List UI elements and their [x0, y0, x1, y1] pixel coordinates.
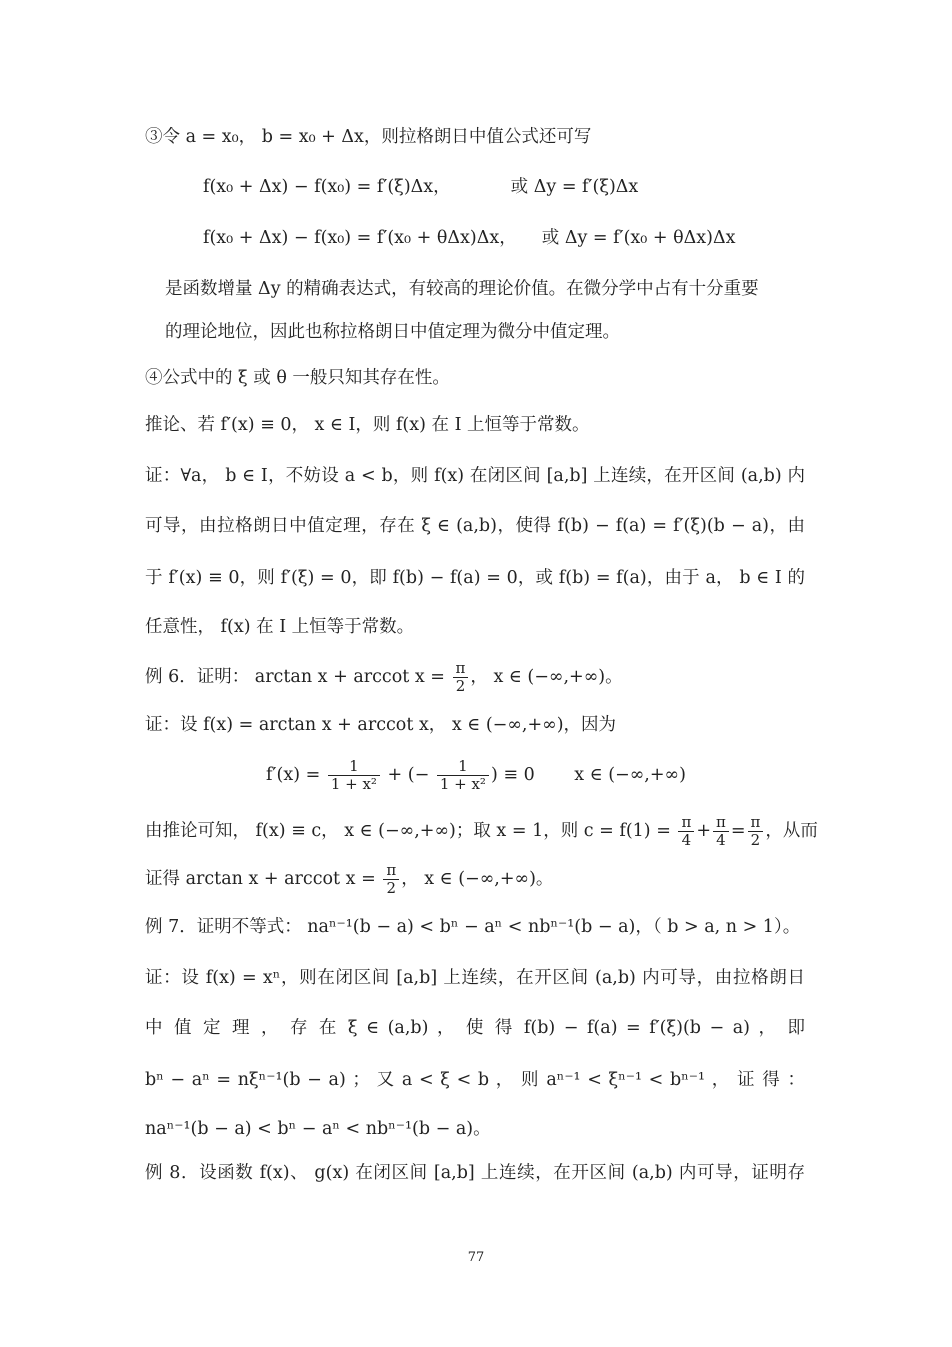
- example-6-line: 例 6．证明： arctan x + arccot x = $\frac{\pi}{2}$ ， x ∈ (−∞,+∞)。: [145, 659, 623, 695]
- derivative-formula: f′(x) = $\frac{1}{\text{1 + x²}}$ + (− $\frac{1}{\text{1 + x²}}$ ) ≡ 0 x ∈ (−∞,+∞): [266, 757, 686, 793]
- text-line-1: ③令 a = x₀， b = x₀ + Δx，则拉格朗日中值公式还可写: [145, 127, 592, 147]
- text-line-6: ④公式中的 ξ 或 θ 一般只知其存在性。: [145, 368, 450, 388]
- text-line-5: 的理论地位，因此也称拉格朗日中值定理为微分中值定理。: [165, 322, 620, 342]
- formula-line-2: f(x₀ + Δx) − f(x₀) = f′(ξ)Δx， 或 Δy = f′(ξ)Δx: [203, 177, 639, 197]
- proof-line-4: 任意性， f(x) 在 I 上恒等于常数。: [145, 617, 415, 637]
- fraction-pi-over-2-b: $\frac{\pi}{2}$: [748, 814, 764, 849]
- formula-line-3: f(x₀ + Δx) − f(x₀) = f′(x₀ + θΔx)Δx， 或 Δy = f′(x₀ + θΔx)Δx: [203, 228, 736, 248]
- example-7-proof-line-1: 证：设 f(x) = xⁿ，则在闭区间 [a,b] 上连续，在开区间 (a,b) 内可导，由拉格朗日: [145, 968, 805, 988]
- example-7-proof-line-2: 中 值 定 理 ， 存 在 ξ ∈ (a,b) ， 使 得 f(b) − f(a) = f′(ξ)(b − a) ， 即: [145, 1018, 805, 1038]
- example-7-proof-line-3: bⁿ − aⁿ = nξⁿ⁻¹(b − a) ； 又 a < ξ < b ， 则 aⁿ⁻¹ < ξⁿ⁻¹ < bⁿ⁻¹ ， 证 得 ：: [145, 1070, 805, 1090]
- proof-line-1: 证：∀a， b ∈ I，不妨设 a < b，则 f(x) 在闭区间 [a,b] 上连续，在开区间 (a,b) 内: [145, 466, 805, 486]
- fraction-pi-over-2-c: $\frac{\pi}{2}$: [383, 862, 399, 897]
- example-7-proof-line-4: naⁿ⁻¹(b − a) < bⁿ − aⁿ < nbⁿ⁻¹(b − a)。: [145, 1119, 491, 1139]
- proof-line-2: 可导，由拉格朗日中值定理，存在 ξ ∈ (a,b)，使得 f(b) − f(a) = f′(ξ)(b − a)，由: [145, 516, 805, 536]
- example-6-proof-line: 证：设 f(x) = arctan x + arccot x， x ∈ (−∞,+∞)，因为: [145, 715, 617, 735]
- text-line-4: 是函数增量 Δy 的精确表达式，有较高的理论价值。在微分学中占有十分重要: [165, 279, 759, 299]
- fraction-one-over-1-plus-x2: $\frac{1}{\text{1 + x²}}$: [328, 758, 380, 793]
- example-6-result-line: 证得 arctan x + arccot x = $\frac{\pi}{2}$ ， x ∈ (−∞,+∞)。: [145, 861, 554, 897]
- fraction-pi-over-4-a: $\frac{\pi}{4}$: [678, 814, 694, 849]
- example-8-line: 例 8．设函数 f(x)、 g(x) 在闭区间 [a,b] 上连续，在开区间 (a,b) 内可导，证明存: [145, 1163, 805, 1183]
- example-7-line: 例 7．证明不等式： naⁿ⁻¹(b − a) < bⁿ − aⁿ < nbⁿ⁻¹(b − a)，（ b > a, n > 1）。: [145, 917, 801, 937]
- fraction-pi-over-4-b: $\frac{\pi}{4}$: [713, 814, 729, 849]
- corollary-line: 推论、若 f′(x) ≡ 0， x ∈ I，则 f(x) 在 I 上恒等于常数。: [145, 415, 590, 435]
- page-number: 77: [467, 1250, 485, 1265]
- fraction-one-over-1-plus-x2-neg: $\frac{1}{\text{1 + x²}}$: [437, 758, 489, 793]
- example-6-conclusion-line: 由推论可知， f(x) ≡ c， x ∈ (−∞,+∞)；取 x = 1，则 c = f(1) = $\frac{\pi}{4}$ + $\frac{\pi}{4}$ = $\frac{\pi}{2}$ ，从而: [145, 813, 818, 849]
- fraction-pi-over-2: $\frac{\pi}{2}$: [453, 660, 469, 695]
- proof-line-3: 于 f′(x) ≡ 0，则 f′(ξ) = 0，即 f(b) − f(a) = 0，或 f(b) = f(a)，由于 a， b ∈ I 的: [145, 568, 805, 588]
